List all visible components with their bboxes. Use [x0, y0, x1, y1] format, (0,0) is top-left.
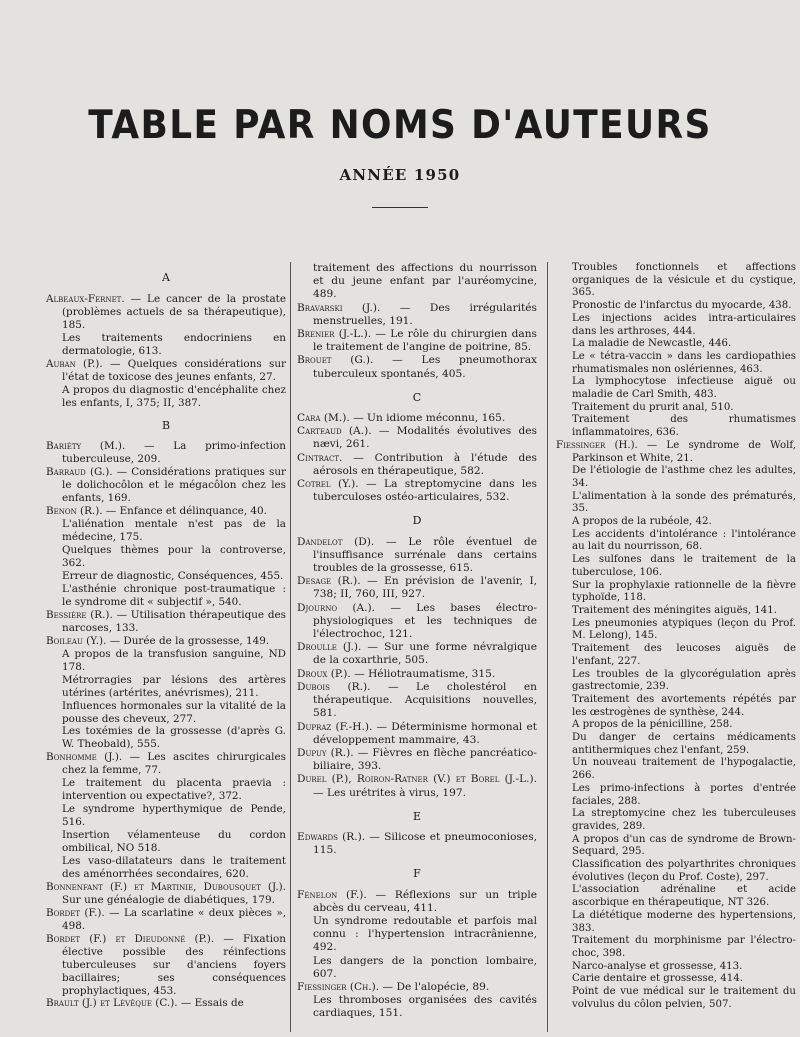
- entry-continuation: Les traitements endocriniens en dermatologie, 613.: [62, 331, 286, 357]
- column-rule-1: [290, 262, 291, 1032]
- author-name: Bravarski (J.).: [297, 301, 381, 314]
- entry-continuation: Classification des polyarthrites chroniques évolutives (leçon du Prof. Coste), 297.: [572, 859, 796, 883]
- entry-continuation: L'aliénation mentale n'est pas de la médecine, 175.: [62, 518, 286, 544]
- entry-continuation: Traitement du prurit anal, 510.: [572, 401, 734, 413]
- entry-text: — Le syndrome de Wolf, Parkinson et White, 21.: [572, 439, 796, 464]
- entry-continuation: A propos de la rubéole, 42.: [572, 516, 712, 528]
- entry-text: — Fixation élective possible des réinfections tuberculeuses sur d'anciens foyers bacillaires; ses conséquences prophylactiques, 453.: [62, 932, 286, 997]
- author-entry: [46, 466, 286, 505]
- author-entry: [297, 302, 537, 328]
- entry-continuation: Les injections acides intra-articulaires dans les arthroses, 444.: [572, 312, 796, 337]
- author-entry: [297, 536, 537, 576]
- entry-text: — Héliotraumatisme, 315.: [350, 667, 496, 680]
- entry-continuation: La maladie de Newcastle, 446.: [572, 338, 732, 350]
- section-letter: F: [413, 867, 421, 881]
- entry-continuation: Troubles fonctionnels et affections organiques de la vésicule et du cystique, 365.: [572, 262, 796, 299]
- author-entry: [46, 293, 286, 332]
- author-name: Boileau (Y.).: [46, 634, 107, 647]
- entry-continuation: Quelques thèmes pour la controverse, 362.: [62, 544, 286, 570]
- entry-continuation: L'alimentation à la sonde des prématurés, 35.: [572, 490, 796, 515]
- entry-continuation: Les primo-infections à portes d'entrée faciales, 288.: [572, 782, 796, 807]
- author-name: Bordet (F.).: [46, 906, 105, 919]
- author-entry: [297, 354, 537, 380]
- index-column-1: [46, 262, 286, 1010]
- entry-continuation: A propos d'un cas de syndrome de Brown-Sequard, 295.: [572, 833, 796, 858]
- entry-text: — Contribution à l'étude des aérosols en thérapeutique, 582.: [313, 451, 537, 477]
- entry-text: — Considérations pratiques sur le dolichocôlon et le mégacôlon chez les enfants, 169.: [62, 466, 286, 505]
- entry-continuation: L'association adrénaline et acide ascorbique en thérapeutique, NT 326.: [572, 884, 796, 909]
- entry-continuation: Les troubles de la glycorégulation après gastrectomie, 239.: [572, 668, 796, 693]
- author-name: Brouet (G.).: [297, 354, 374, 367]
- entry-continuation: Le syndrome hyperthymique de Pende, 516.: [62, 803, 286, 829]
- entry-continuation: A propos du diagnostic d'encéphalite chez les enfants, I, 375; II, 387.: [62, 383, 286, 409]
- author-name: Fiessinger (H.).: [556, 439, 638, 451]
- entry-text: — La primo-infection tuberculeuse, 209.: [62, 440, 286, 466]
- author-entry: [46, 609, 286, 635]
- author-entry: [46, 751, 286, 777]
- author-name: Durel (P.), Roiron-Ratner (V.) et Borel (J.-L.).: [297, 773, 537, 786]
- entry-continuation: Narco-analyse et grossesse, 413.: [572, 960, 743, 972]
- author-name: Droux (P.).: [297, 667, 351, 680]
- author-entry: [46, 635, 286, 648]
- author-entry: [46, 907, 286, 933]
- entry-continuation: Le « tétra-vaccin » dans les cardiopathies rhumatismales non oslériennes, 463.: [572, 350, 796, 375]
- entry-continuation: Traitement des rhumatismes inflammatoires, 636.: [572, 414, 796, 439]
- entry-continuation: L'asthénie chronique post-traumatique : le syndrome dit « subjectif », 540.: [62, 582, 286, 608]
- entry-text: — Les ascites chirurgicales chez la femme, 77.: [62, 751, 286, 777]
- author-name: Bonnenfant (F.) et Martinie, Dubousquet (J.).: [46, 880, 286, 893]
- entry-continuation: Erreur de diagnostic, Conséquences, 455.: [62, 570, 284, 583]
- author-name: Albeaux-Fernet.: [46, 292, 125, 305]
- entry-continuation: Un nouveau traitement de l'hypogalactie, 266.: [572, 757, 796, 782]
- section-letter: C: [412, 390, 422, 404]
- entry-continuation: A propos de la pénicilline, 258.: [572, 719, 733, 731]
- author-entry: [297, 721, 537, 747]
- entry-text: — Essais de: [177, 997, 244, 1010]
- author-name: Edwards (R.).: [297, 830, 366, 843]
- author-name: Carteaud (A.).: [297, 425, 372, 438]
- entry-continuation: Traitement du morphinisme par l'électro-choc, 398.: [572, 935, 796, 959]
- entry-continuation: La lymphocytose infectieuse aiguë ou maladie de Carl Smith, 483.: [572, 376, 796, 401]
- entry-text: — Modalités évolutives des nævi, 261.: [313, 425, 537, 451]
- author-name: Brenier (J.-L.).: [297, 328, 372, 341]
- entry-text: — Des irrégularités menstruelles, 191.: [313, 301, 537, 327]
- entry-continuation: Sur la prophylaxie rationnelle de la fièvre typhoïde, 118.: [572, 579, 796, 604]
- entry-continuation: Insertion vélamenteuse du cordon ombilical, NO 518.: [62, 829, 286, 855]
- entry-text: — Le rôle éventuel de l'insuffisance surrénale dans certains troubles de la grossesse, 615.: [313, 535, 537, 575]
- author-entry: [297, 641, 537, 667]
- entry-text: — Fièvres en flèche pancréatico-biliaire, 393.: [313, 746, 537, 773]
- author-entry: [297, 575, 537, 601]
- entry-continuation: Les thromboses organisées des cavités cardiaques, 151.: [313, 994, 537, 1020]
- entry-continuation: Pronostic de l'infarctus du myocarde, 438.: [572, 300, 792, 312]
- entry-continuation: Point de vue médical sur le traitement du volvulus du côlon pelvien, 507.: [572, 986, 796, 1010]
- entry-text: Sur une généalogie de diabétiques, 179.: [62, 893, 275, 906]
- entry-text: — Utilisation thérapeutique des narcoses, 133.: [62, 608, 286, 634]
- entry-continuation: De l'étiologie de l'asthme chez les adultes, 34.: [572, 465, 796, 489]
- section-letter: B: [161, 418, 171, 432]
- author-name: Barraud (G.).: [46, 466, 113, 479]
- author-name: Cara (M.).: [297, 412, 350, 425]
- entry-continuation: Carie dentaire et grossesse, 414.: [572, 973, 743, 985]
- author-entry: [297, 681, 537, 721]
- author-entry: [46, 505, 286, 518]
- author-entry: [46, 997, 286, 1010]
- author-entry: [297, 981, 537, 994]
- entry-continuation: La diététique moderne des hypertensions, 383.: [572, 909, 796, 934]
- entry-text: — Le rôle du chirurgien dans le traitement de l'angine de poitrine, 85.: [313, 328, 537, 354]
- entry-text: — Déterminisme hormonal et développement mammaire, 43.: [313, 720, 537, 746]
- section-letter: E: [412, 809, 422, 823]
- author-name: Cotrel (Y.).: [297, 478, 359, 491]
- entry-text: — En prévision de l'avenir, I, 738; II, 760, III, 927.: [313, 575, 537, 601]
- entry-continuation: Traitement des leucoses aiguës de l'enfant, 227.: [572, 643, 796, 667]
- entry-text: — Durée de la grossesse, 149.: [106, 634, 270, 647]
- entry-continuation: Influences hormonales sur la vitalité de la pousse des cheveux, 277.: [62, 699, 286, 725]
- entry-text: — Les pneumothorax tuberculeux spontanés, 405.: [313, 354, 537, 380]
- entry-text: — Un idiome méconnu, 165.: [349, 412, 506, 425]
- index-column-3: [556, 262, 796, 1011]
- entry-text: — La streptomycine dans les tuberculoses ostéo-articulaires, 532.: [313, 478, 537, 504]
- section-letter: A: [162, 271, 170, 284]
- entry-text: — Le cholestérol en thérapeutique. Acquisitions nouvelles, 581.: [313, 680, 538, 720]
- author-name: Fénelon (F.).: [297, 888, 367, 901]
- year-heading: ANNÉE 1950: [339, 166, 461, 184]
- author-name: Droulle (J.).: [297, 641, 362, 654]
- entry-continuation: Les dangers de la ponction lombaire, 607.: [313, 954, 537, 980]
- author-name: Desage (R.).: [297, 575, 361, 588]
- title-rule: [372, 207, 428, 208]
- entry-text: — La scarlatine « deux pièces », 498.: [62, 906, 286, 932]
- author-name: Cintract.: [297, 451, 343, 464]
- entry-text: — Sur une forme névralgique de la coxarthrie, 505.: [313, 641, 537, 667]
- author-name: Bessière (R.).: [46, 608, 113, 621]
- index-column-2: [297, 262, 537, 1021]
- author-name: Bonhomme (J.).: [46, 751, 123, 764]
- entry-continuation: Les pneumonies atypiques (leçon du Prof. M. Lelong), 145.: [572, 617, 796, 642]
- author-entry: [297, 831, 537, 857]
- author-name: Fiessinger (Ch.).: [297, 980, 380, 993]
- author-entry: [297, 602, 537, 642]
- entry-text: — Enfance et délinquance, 40.: [102, 505, 267, 518]
- entry-text: — Réflexions sur un triple abcès du cerveau, 411.: [313, 888, 537, 914]
- author-entry: [297, 452, 537, 478]
- author-entry: [297, 773, 537, 799]
- author-entry: [297, 425, 537, 451]
- author-name: Djourno (A.).: [297, 601, 376, 614]
- entry-continuation: Traitement des avortements répétés par les œstrogènes de synthèse, 244.: [572, 693, 796, 718]
- author-entry: [46, 358, 286, 384]
- entry-continuation: Traitement des méningites aiguës, 141.: [572, 604, 777, 616]
- author-entry: [46, 440, 286, 466]
- entry-continuation: Du danger de certains médicaments antithermiques chez l'enfant, 259.: [572, 732, 796, 756]
- author-name: Dupuy (R.).: [297, 746, 354, 759]
- entry-text: — Silicose et pneumoconioses, 115.: [313, 830, 537, 857]
- entry-text: — Les bases électro-physiologiques et les techniques de l'électrochoc, 121.: [313, 601, 538, 641]
- author-entry: [46, 933, 286, 998]
- author-name: Brault (J.) et Lévêque (C.).: [46, 997, 178, 1010]
- entry-text: — De l'alopécie, 89.: [379, 980, 490, 993]
- author-entry: [297, 478, 537, 504]
- author-entry: [297, 747, 537, 773]
- author-entry: [556, 440, 796, 465]
- author-entry: [46, 881, 286, 907]
- entry-continuation: Les vaso-dilatateurs dans le traitement des aménorrhées secondaires, 620.: [62, 854, 286, 880]
- page-title: TABLE PAR NOMS D'AUTEURS: [88, 103, 712, 148]
- section-letter: D: [412, 514, 422, 528]
- column-rule-2: [547, 262, 548, 1032]
- entry-continuation: Les sulfones dans le traitement de la tuberculose, 106.: [572, 554, 796, 578]
- author-name: Benon (R.).: [46, 505, 103, 518]
- author-name: Dubois (R.).: [297, 680, 371, 693]
- author-name: Dandelot (D).: [297, 535, 375, 548]
- entry-continuation: Les toxémies de la grossesse (d'après G. W. Theobald), 555.: [62, 725, 286, 751]
- entry-continuation: Métrorragies par lésions des artères utérines (artérites, anévrismes), 211.: [62, 673, 286, 699]
- entry-continuation: A propos de la transfusion sanguine, ND 178.: [62, 647, 286, 673]
- author-entry: [297, 412, 537, 425]
- author-name: Auban (P.).: [46, 357, 103, 370]
- entry-continuation: La streptomycine chez les tuberculeuses gravides, 289.: [572, 808, 796, 832]
- entry-text: — Quelques considérations sur l'état de toxicose des jeunes enfants, 27.: [62, 357, 286, 383]
- entry-text: — Le cancer de la prostate (problèmes actuels de sa thérapeutique), 185.: [62, 292, 286, 331]
- author-name: Bariéty (M.).: [46, 440, 126, 453]
- entry-text: — Les urétrites à virus, 197.: [313, 786, 466, 799]
- author-entry: [297, 889, 537, 915]
- author-name: Bordet (F.) et Dieudonné (P.).: [46, 932, 215, 945]
- author-name: Dupraz (F.-H.).: [297, 720, 373, 733]
- entry-continuation: Un syndrome redoutable et parfois mal connu : l'hypertension intracrânienne, 492.: [313, 914, 537, 954]
- author-entry: [297, 668, 537, 681]
- entry-continuation: Le traitement du placenta praevia : intervention ou expectative?, 372.: [62, 777, 286, 803]
- author-entry: [297, 328, 537, 354]
- entry-continuation: traitement des affections du nourrisson et du jeune enfant par l'auréomycine, 489.: [313, 262, 537, 301]
- entry-continuation: Les accidents d'intolérance : l'intolérance au lait du nourrisson, 68.: [572, 528, 796, 553]
